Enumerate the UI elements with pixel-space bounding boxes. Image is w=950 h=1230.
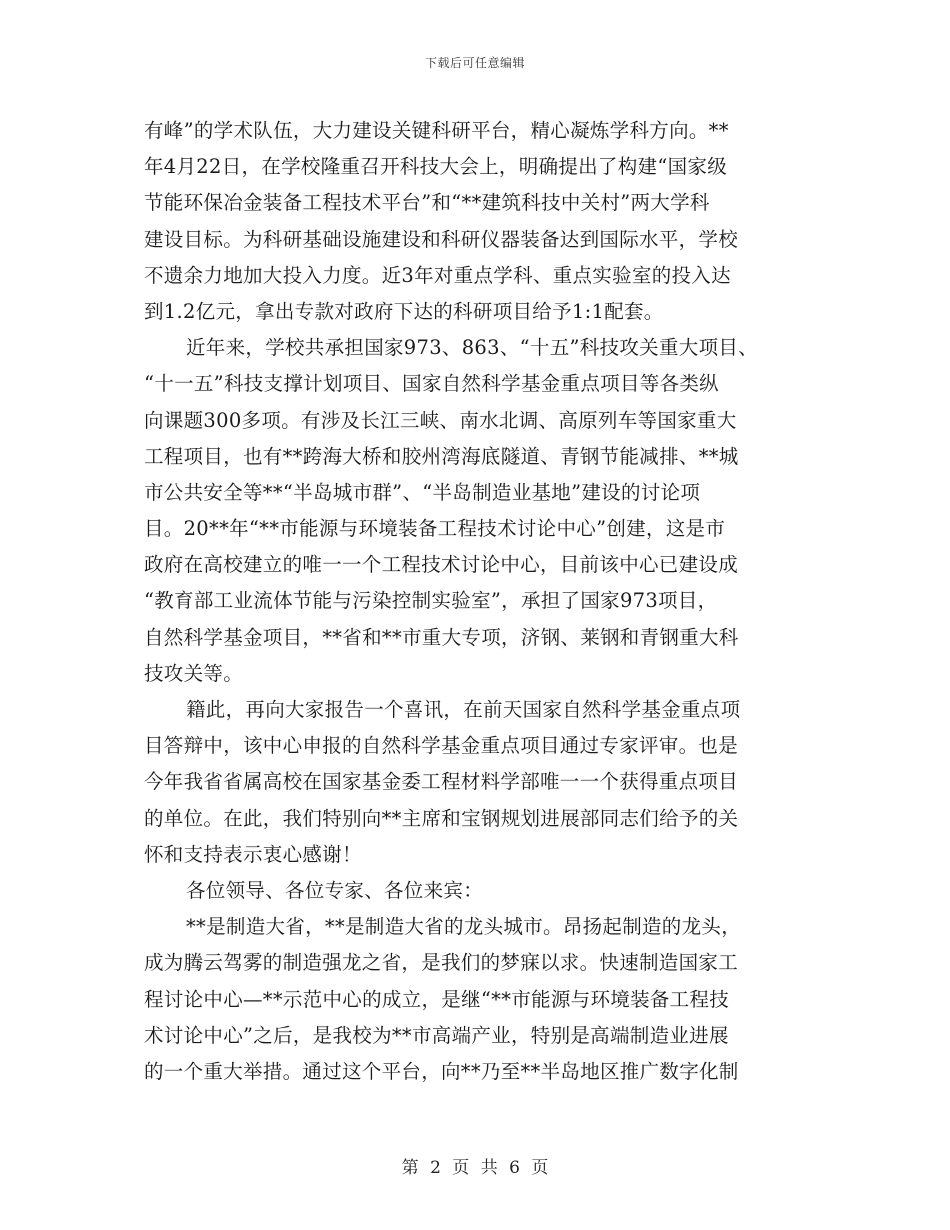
text-line: 近年来，学校共承担国家973、863、“十五”科技攻关重大项目、 [186,336,758,360]
text-line: 各位领导、各位专家、各位来宾： [186,878,484,902]
page-header-note: 下载后可任意编辑 [424,56,525,70]
text-line: 目答辩中，该中心申报的自然科学基金重点项目通过专家评审。也是 [144,734,739,758]
text-line: 程讨论中心—**示范中心的成立，是继“**市能源与环境装备工程技 [144,987,730,1011]
text-line: 成为腾云驾雾的制造强龙之省，是我们的梦寐以求。快速制造国家工 [144,951,739,975]
document-body [144,113,804,1090]
text-line: 籍此，再向大家报告一个喜讯，在前天国家自然科学基金重点项 [186,698,741,721]
text-line: 技攻关等。 [144,661,244,685]
text-line: 的一个重大举措。通过这个平台，向**乃至**半岛地区推广数字化制 [144,1059,739,1083]
text-line: 市公共安全等**“半岛城市群”、“半岛制造业基地”建设的讨论项 [144,480,701,504]
text-line: 建设目标。为科研基础设施建设和科研仪器装备达到国际水平，学校 [144,227,739,251]
text-line: 有峰”的学术队伍，大力建设关键科研平台，精心凝炼学科方向。** [144,119,729,142]
text-line: 到1.2亿元，拿出专款对政府下达的科研项目给予1:1配套。 [144,299,664,323]
text-line: 的单位。在此，我们特别向**主席和宝钢规划进展部同志们给予的关 [144,806,739,830]
text-line: “教育部工业流体节能与污染控制实验室”，承担了国家973项目， [144,589,718,613]
text-line: 向课题300多项。有涉及长江三峡、南水北调、高原列车等国家重大 [144,408,737,432]
text-line: 不遗余力地加大投入力度。近3年对重点学科、重点实验室的投入达 [144,263,731,287]
text-line: 怀和支持表示衷心感谢！ [144,842,362,866]
text-line: 政府在高校建立的唯一一个工程技术讨论中心，目前该中心已建设成 [144,553,739,577]
text-line: 今年我省省属高校在国家基金委工程材料学部唯一一个获得重点项目 [144,770,739,794]
text-line: 目。20**年“**市能源与环境装备工程技术讨论中心”创建，这是市 [144,517,726,541]
text-line: 节能环保冶金装备工程技术平台”和“**建筑科技中关村”两大学科 [144,191,710,215]
text-line: 年4月22日，在学校隆重召开科技大会上，明确提出了构建“国家级 [144,155,727,179]
text-line: “十一五”科技支撑计划项目、国家自然科学基金重点项目等各类纵 [144,372,719,396]
text-line: **是制造大省，**是制造大省的龙头城市。昂扬起制造的龙头， [186,915,741,939]
page-number-footer: 第 2 页 共 6 页 [401,1158,549,1178]
text-line: 自然科学基金项目，**省和**市重大专项，济钢、莱钢和青钢重大科 [144,625,739,649]
text-line: 术讨论中心”之后，是我校为**市高端产业，特别是高端制造业进展 [144,1023,729,1047]
text-line: 工程项目，也有**跨海大桥和胶州湾海底隧道、青钢节能减排、**城 [144,444,739,468]
